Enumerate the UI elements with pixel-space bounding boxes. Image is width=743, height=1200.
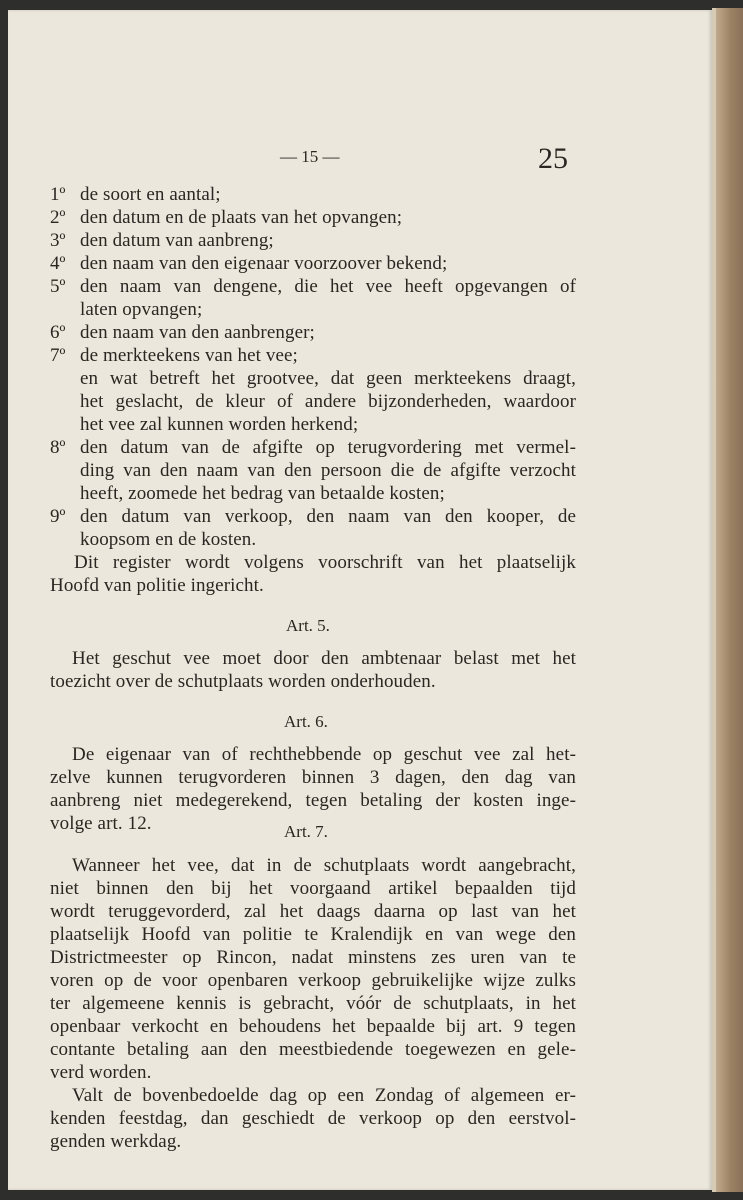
article-heading: Art. 7. [284,822,328,841]
article-line: wordt teruggevorderd, zal het daags daarna op last van het [50,901,576,922]
list-line: de soort en aantal; [80,184,221,205]
page-edge-highlight [712,8,716,1192]
article-heading: Art. 5. [286,616,330,635]
article-line: ter algemeene kennis is gebracht, vóór de schutplaats, in het [50,993,576,1014]
list-line: het vee zal kunnen worden herkend; [80,414,359,435]
article-line: aanbreng niet medegerekend, tegen betaling der kosten inge- [50,790,576,811]
article-line: Districtmeester op Rincon, nadat minstens zes uren van te [50,947,576,968]
article-line: Wanneer het vee, dat in de schutplaats wordt aangebracht, [72,855,576,876]
register-line: Hoofd van politie ingericht. [50,575,264,596]
article-line: volge art. 12. [50,813,152,834]
list-number: 3º [50,230,66,251]
page-edge-stack [712,8,743,1192]
list-number: 1º [50,184,66,205]
list-number: 2º [50,207,66,228]
article-line: plaatselijk Hoofd van politie te Kralendijk en van wege den [50,924,576,945]
list-number: 6º [50,322,66,343]
article-line: Het geschut vee moet door den ambtenaar belast met het [72,648,576,669]
list-line: de merkteekens van het vee; [80,345,298,366]
list-line: den datum en de plaats van het opvangen; [80,207,403,228]
article-line: niet binnen den bij het voorgaand artikel bepaalden tijd [50,878,576,899]
list-number: 5º [50,276,66,297]
list-number: 9º [50,506,66,527]
list-number: 8º [50,437,66,458]
list-line: laten opvangen; [80,299,203,320]
article-line: kenden feestdag, dan geschiedt de verkoop op den eerstvol- [50,1108,576,1129]
article-heading: Art. 6. [284,712,328,731]
list-line: den naam van den aanbrenger; [80,322,315,343]
page-number: — 15 — [280,147,340,166]
register-line: Dit register wordt volgens voorschrift van het plaatselijk [74,552,576,573]
article-line: contante betaling aan den meestbiedende toegewezen en gele- [50,1039,576,1060]
article-line: Valt de bovenbedoelde dag op een Zondag of algemeen er- [72,1085,576,1106]
article-line: voren op de voor openbaren verkoop gebruikelijke wijze zulks [50,970,576,991]
list-line: koopsom en de kosten. [80,529,257,550]
article-line: verd worden. [50,1062,152,1083]
list-line: heeft, zoomede het bedrag van betaalde kosten; [80,483,445,504]
folio-number: 25 [538,142,568,175]
list-line: den datum van aanbreng; [80,230,274,251]
article-line: toezicht over de schutplaats worden onderhouden. [50,671,436,692]
list-line: den datum van de afgifte op terugvordering met vermel- [80,437,576,458]
article-line: openbaar verkocht en behoudens het bepaalde bij art. 9 tegen [50,1016,576,1037]
list-line: den datum van verkoop, den naam van den kooper, de [80,506,576,527]
article-line: De eigenaar van of rechthebbende op geschut vee zal het- [72,744,576,765]
list-line: den naam van den eigenaar voorzoover bekend; [80,253,448,274]
list-line: ding van den naam van den persoon die de afgifte verzocht [80,460,576,481]
list-number: 4º [50,253,66,274]
article-line: genden werkdag. [50,1131,182,1152]
list-line: en wat betreft het grootvee, dat geen merkteekens draagt, [80,368,576,389]
list-line: het geslacht, de kleur of andere bijzonderheden, waardoor [80,391,576,412]
list-number: 7º [50,345,66,366]
article-line: zelve kunnen terugvorderen binnen 3 dagen, den dag van [50,767,576,788]
list-line: den naam van dengene, die het vee heeft opgevangen of [80,276,576,297]
